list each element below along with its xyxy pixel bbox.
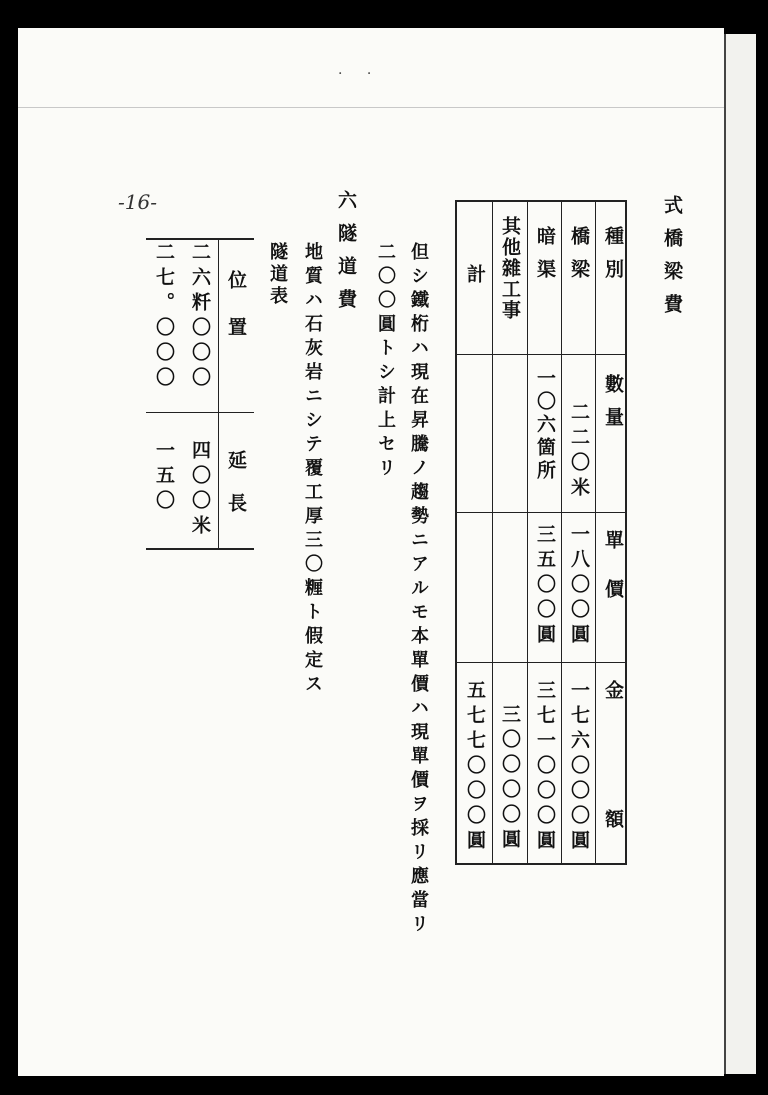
row-kind: 橋梁 [568,226,590,292]
fold-line [18,107,724,108]
row-amount: 三七一〇〇〇圓 [534,680,556,855]
page-edge [724,34,756,1074]
table-col-separator [527,202,528,863]
table-col-separator [492,202,493,863]
tunnel-note: 地質ハ石灰岩ニシテ覆工厚三〇糎ト假定ス [302,242,323,698]
table-col-separator [561,202,562,863]
tunnel-table-title: 隧道表 [267,242,288,308]
header-position: 位置 [225,270,247,364]
row-kind: 暗渠 [534,226,556,292]
header-length: 延長 [225,450,247,536]
table-row-separator [457,662,625,663]
bridge-cost-table [455,200,627,938]
total-amount: 五七七〇〇〇圓 [464,680,486,855]
tunnel-row-position: 二七。〇〇〇 [153,242,175,392]
header-amount: 金額 [602,680,624,938]
row-amount: 三〇〇〇〇圓 [499,704,521,854]
table-col-separator [595,202,596,863]
header-quantity: 數量 [602,374,624,440]
header-kind: 種別 [602,226,624,292]
tunnel-row-length: 一五〇 [153,440,175,515]
table-row-separator [457,512,625,513]
table-col-separator [218,240,219,548]
row-unit-price: 三五〇〇圓 [534,524,556,649]
header-unit-price: 單價 [602,530,624,628]
bridge-note-line-1: 但シ鐵桁ハ現在昇騰ノ趨勢ニアルモ本單價ハ現單價ヲ採リ應當リ [408,242,429,938]
bridge-note-line-2: 二〇〇圓トシ計上セリ [375,242,396,482]
row-kind: 其他雜工事 [499,216,521,321]
speck-marks: · · [338,66,382,82]
page-number: -16- [118,190,157,214]
tunnel-row-length: 四〇〇米 [189,440,211,540]
table-row-separator [146,412,254,413]
row-amount: 一七六〇〇〇圓 [568,680,590,855]
tunnel-table [146,238,254,550]
total-label: 計 [464,264,486,283]
row-unit-price: 一八〇〇圓 [568,524,590,649]
tunnel-row-position: 二六粁〇〇〇 [189,242,211,392]
tunnel-heading: 六隧道費 [335,190,357,322]
table-row-separator [457,354,625,355]
row-quantity: 一〇六箇所 [534,368,556,483]
bridge-heading: 式橋梁費 [661,195,683,327]
row-quantity: 二二〇米 [568,402,590,502]
